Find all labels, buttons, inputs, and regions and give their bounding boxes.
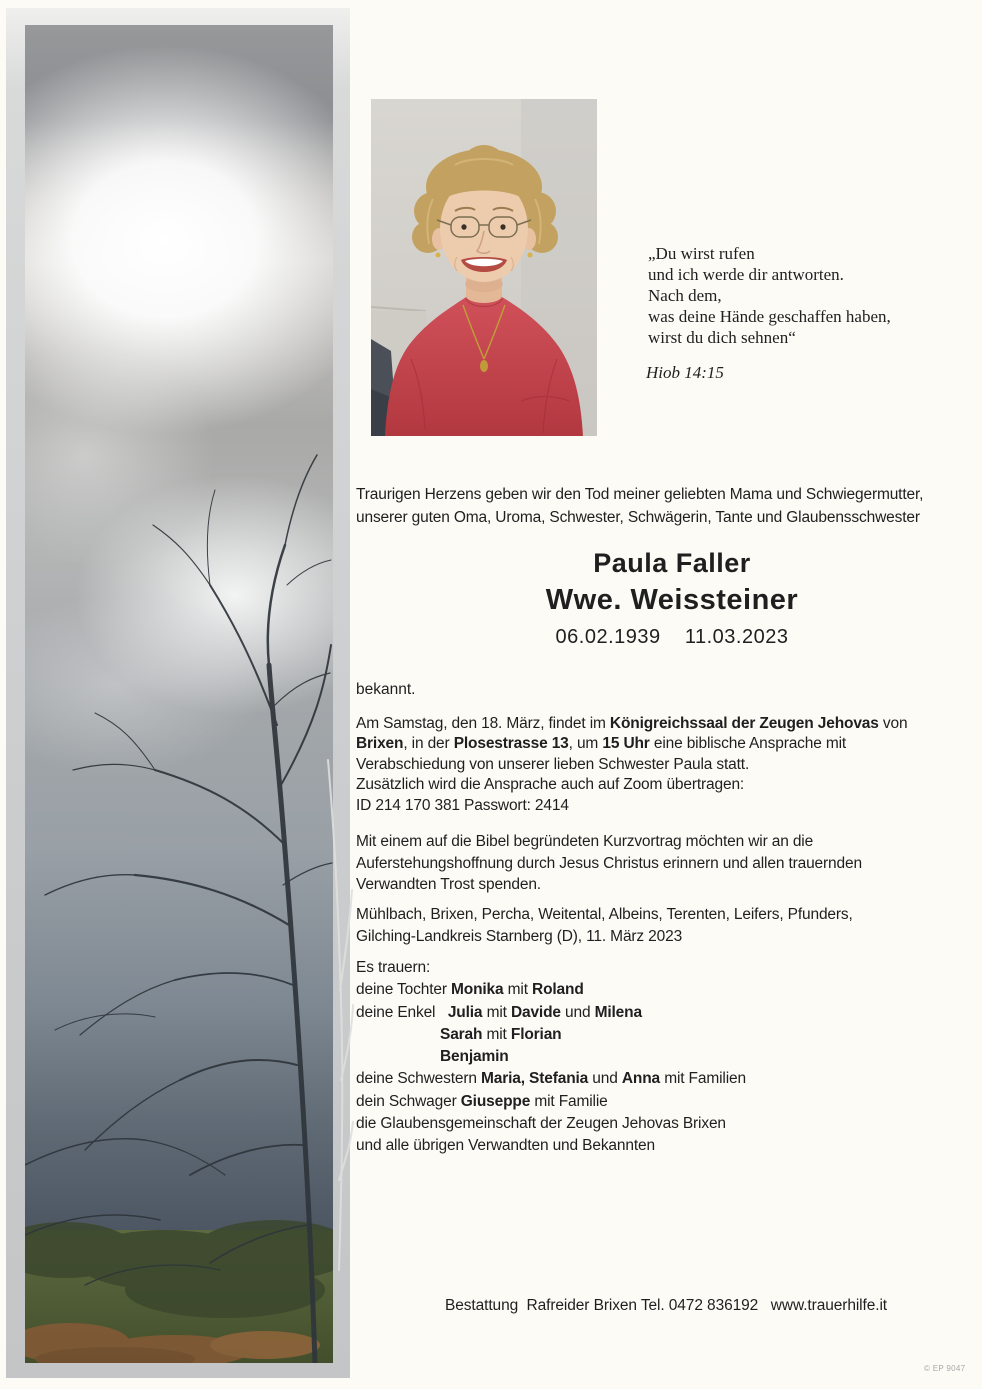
funeral-home-info: Bestattung Rafreider Brixen Tel. 0472 836192 www.trauerhilfe.it bbox=[445, 1297, 888, 1314]
places-date-line: Mühlbach, Brixen, Percha, Weitental, Albeins, Terenten, Leifers, Pfunders, Gilching-Landkreis Starnberg (D), 11. März 2023 bbox=[356, 906, 853, 945]
portrait-photo bbox=[371, 99, 597, 436]
sky-tree-photo bbox=[25, 25, 333, 1363]
quote-citation: Hiob 14:15 bbox=[646, 363, 724, 382]
announcement-close: bekannt. bbox=[356, 681, 416, 698]
faint-branches-decoration bbox=[324, 750, 354, 1270]
deceased-block bbox=[357, 548, 982, 649]
print-code: © EP 9047 bbox=[924, 1364, 966, 1373]
sky-tree-photo-frame bbox=[6, 8, 350, 1378]
deceased-name: Paula Faller bbox=[593, 548, 751, 578]
announcement-intro: Traurigen Herzens geben wir den Tod meiner geliebten Mama und Schwiegermutter, unserer guten Oma, Uroma, Schwester, Schwägerin, Tante und Glaubensschwester bbox=[356, 486, 924, 526]
life-dates: 06.02.1939 11.03.2023 bbox=[555, 626, 789, 648]
deceased-widow-name: Wwe. Weissteiner bbox=[545, 584, 799, 616]
comfort-paragraph: Mit einem auf die Bibel begründeten Kurzvortrag möchten wir an die Auferstehungshoffnung durch Jesus Christus erinnern und allen trauernden Verwandten Trost spenden. bbox=[356, 833, 862, 893]
service-details: Am Samstag, den 18. März, findet im Königreichssaal der Zeugen Jehovas von Brixen, in der Plosestrasse 13, um 15 Uhr eine biblische Ansprache mit Verabschiedung von unserer lieben Schwester Paula statt. Zusätzlich wird die Ansprache auch auf Zoom übertragen: ID 214 170 381 Passwort: 2414 bbox=[356, 715, 908, 814]
bible-quote: „Du wirst rufen und ich werde dir antworten. Nach dem, was deine Hände geschaffen haben, wirst du dich sehnen“ bbox=[648, 244, 891, 347]
mourners-list: Es trauern: deine Tochter Monika mit Roland deine Enkel Julia mit Davide und Milena Sarah mit Florian Benjamin deine Schwestern Maria, Stefania und Anna mit Familien dein Schwager Giuseppe mit Familie die Glaubensgemeinschaft der Zeugen Jehovas Brixen und alle übrigen Verwandten und Bekannten bbox=[356, 959, 746, 1155]
